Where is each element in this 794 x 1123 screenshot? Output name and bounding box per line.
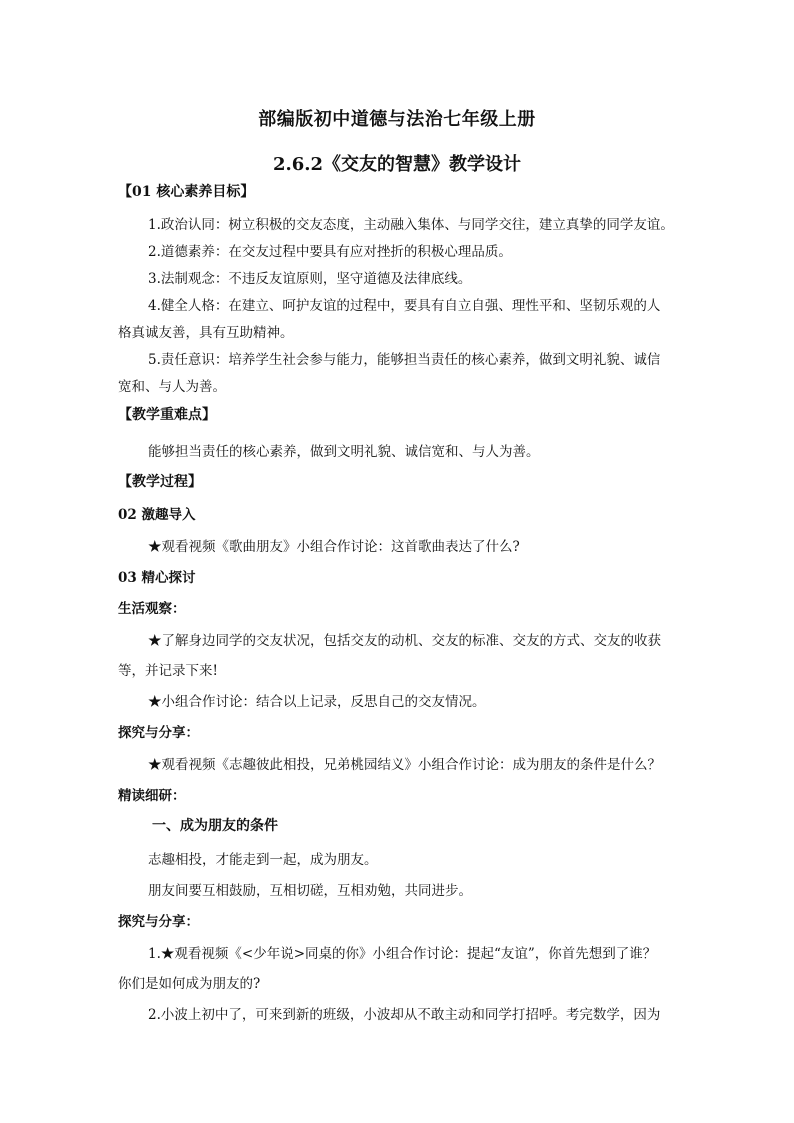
part-line: 朋友间要互相鼓励，互相切磋，互相劝勉，共同进步。 (148, 883, 472, 899)
life-line: ★小组合作讨论：结合以上记录，反思自己的交友情况。 (148, 694, 486, 710)
life-line: 等，并记录下来! (118, 663, 218, 679)
share-line: 你们是如何成为朋友的? (118, 976, 261, 992)
part-heading: 一、成为朋友的条件 (152, 818, 278, 834)
section-heading-key: 【教学重难点】 (118, 407, 216, 423)
share-line: 2.小波上初中了，可来到新的班级，小波却从不敢主动和同学打招呼。考完数学，因为 (148, 1007, 661, 1023)
intro-heading: 02 激趣导入 (118, 507, 196, 523)
key-points-text: 能够担当责任的核心素养，做到文明礼貌、诚信宽和、与人为善。 (148, 444, 540, 460)
read-heading: 精读细研： (118, 788, 186, 804)
explore-heading: 03 精心探讨 (118, 570, 196, 586)
goal-line: 1.政治认同：树立积极的交友态度，主动融入集体、与同学交往，建立真挚的同学友谊。 (148, 217, 674, 233)
section-heading-goals: 【01 核心素养目标】 (118, 184, 255, 200)
goal-line: 4.健全人格：在建立、呵护友谊的过程中，要具有自立自强、理性平和、坚韧乐观的人 (148, 298, 661, 314)
share-heading: 探究与分享： (118, 725, 199, 741)
document-title: 部编版初中道德与法治七年级上册 (258, 109, 536, 130)
goal-line: 3.法制观念：不违反友谊原则，坚守道德及法律底线。 (148, 271, 472, 287)
intro-text: ★观看视频《歌曲朋友》小组合作讨论：这首歌曲表达了什么? (148, 539, 520, 555)
goal-line: 5.责任意识：培养学生社会参与能力，能够担当责任的核心素养，做到文明礼貌、诚信 (148, 352, 661, 368)
goal-line: 宽和、与人为善。 (118, 379, 226, 395)
part-line: 志趣相投，才能走到一起，成为朋友。 (148, 852, 378, 868)
goal-line: 2.道德素养：在交友过程中要具有应对挫折的积极心理品质。 (148, 244, 512, 260)
share-heading: 探究与分享： (118, 914, 199, 930)
document-subtitle: 2.6.2《交友的智慧》教学设计 (272, 154, 522, 175)
life-heading: 生活观察： (118, 601, 186, 617)
life-line: ★了解身边同学的交友状况，包括交友的动机、交友的标准、交友的方式、交友的收获 (148, 633, 661, 649)
share-text: ★观看视频《志趣彼此相投，兄弟桃园结义》小组合作讨论：成为朋友的条件是什么？ (148, 757, 661, 773)
share-line: 1.★观看视频《<少年说>同桌的你》小组合作讨论：提起“友谊”，你首先想到了谁？ (148, 946, 657, 962)
section-heading-process: 【教学过程】 (118, 474, 202, 490)
goal-line: 格真诚友善，具有互助精神。 (118, 325, 294, 341)
